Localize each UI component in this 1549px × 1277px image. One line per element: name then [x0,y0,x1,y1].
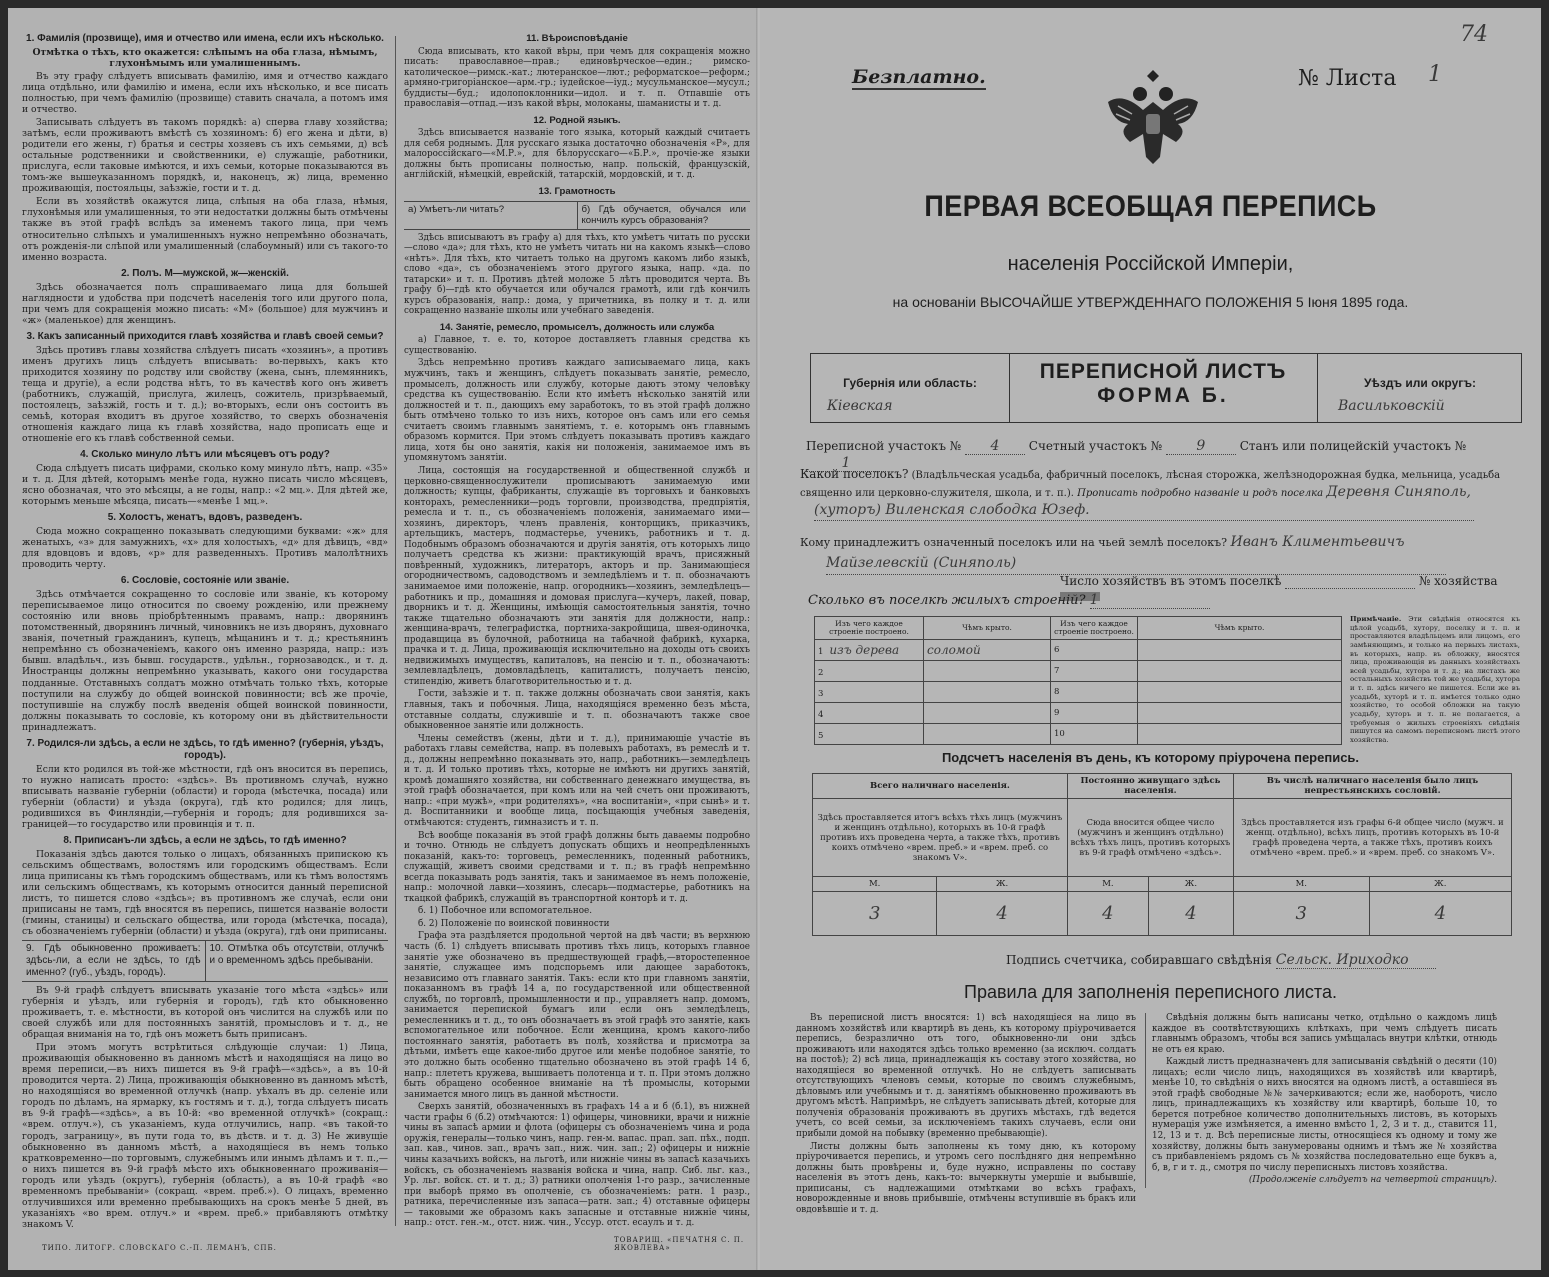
paragraph: Графа эта раздѣляется продольной чертой на двѣ части; въ верхнюю часть (б. 1) слѣдуетъ вписывать противъ тѣхъ лицъ, которыхъ главное занятіе уже обозначено въ предшествующей графѣ,—второстепенное занятіе, служащее имъ подспорьемъ или дающее заработокъ, независимо отъ главнаго занятія. Такъ: если кто при главномъ занятіи, показанномъ въ графѣ 14 а, по государственной или общественной службѣ, по торговлѣ, промышленности и пр., управляетъ напр. домомъ, занимается перепиской бумагъ или если онъ земледѣлецъ, ремесленникъ и т. д., то онъ обозначаетъ въ этой графѣ это занятіе, какъ вспомогательное или побочное. Если женщина, кромъ какого-либо постояннаго занятія, работаетъ въ полѣ, хозяйства и присмотра за дѣтьми, имѣетъ еще какое-либо другое или менѣе подобное занятіе, то это должно быть особенно тщательно обозначено въ этой графѣ 14 б, напр.: плететъ кружева, вышиваетъ полотенца и т. п. При этомъ должно быть обращено особенное вниманіе на тѣ промыслы, которыми занимается много лицъ въ данной мѣстности. [404,931,750,1100]
left-page-instructions [8,8,758,1270]
settlement-value-2: (хуторъ) Виленская слободка Юзеф. [814,501,1474,521]
section-heading: 4. Сколько минуло лѣтъ или мѣсяцевъ отъ роду? [80,449,330,460]
paragraph: Здѣсь вписываютъ въ графу а) для тѣхъ, кто умѣетъ читать по русски—слово «да»; для тѣхъ, кто не умѣетъ читать ни на какомъ языкѣ—слово «нѣтъ». Для тѣхъ, кто читаетъ только на другомъ какомъ либо языкѣ, слово «да», съ обозначеніемъ этого другого языка, напр. «да. по татарски» и т. п. Противъ дѣтей моложе 5 лѣтъ проводится черта. Въ графу б)—гдѣ кто обучается или обучался грамотѣ, или гдѣ кончилъ курсъ образованія, напр.: дома, у причетника, въ полку и т. д. или сокращенно названіе школы или учебнаго заведенія. [404,232,750,317]
buildings-row [808,592,1210,609]
total-present-header: Всего наличнаго населенія. [813,774,1068,799]
gubernia-value: Кіевская [827,398,893,414]
signature-label: Подпись счетчика, собиравшаго свѣдѣнія [1006,953,1272,967]
building-row [815,703,1342,724]
double-headed-eagle-emblem [1098,62,1208,176]
building-cell [1051,640,1138,661]
building-cell [924,703,1051,724]
building-cell-text: 9 [1054,708,1060,718]
paragraph: Въ 9-й графѣ слѣдуетъ вписывать указаніе того мѣста «здѣсь» или губернія и уѣздъ, или губернія и городъ), гдѣ кто обыкновенно проживаетъ, т. е. мѣстности, въ которой онъ числится на службѣ или по своей службѣ или для постоянныхъ занятій, промысловъ и т. д., не обращая вниманія на то, гдѣ онъ можетъ быть приписанъ. [22,985,388,1041]
continued-note: (Продолженіе слѣдуетъ на четвертой страницѣ). [1248,1175,1497,1186]
building-row [815,682,1342,703]
building-cell [1051,661,1138,682]
split-heading-left: а) Умѣетъ-ли читать? [408,203,505,215]
paragraph: Сюда слѣдуетъ писать цифрами, сколько кому минуло лѣтъ, напр. «35» и т. д. Для дѣтей, которымъ менѣе года, нужно писать число мѣсяцевъ, ясно обозначая, что это мѣсяцы, а не годы, напр.: «2 мц.». Для дѣтей же, которымъ меньше мѣсяца, писать—«менѣе 1 мц.». [22,463,388,508]
section-heading: 14. Занятіе, ремесло, промыселъ, должность или служба [439,321,715,333]
section-heading: 5. Холостъ, женатъ, вдовъ, разведенъ. [107,512,303,524]
rule-paragraph: Въ переписной листъ вносятся: 1) всѣ находящіеся на лицо въ данномъ хозяйствѣ или квартирѣ въ день, къ которому пріурочивается перепись, безразлично отъ того, обыкновенно-ли они здѣсь проживаютъ или находятся здѣсь только временно (за исключ. солдатъ на постоѣ); 2) всѣ лица, принадлежащія къ составу этого хозяйства, но находящіеся во временной отлучкѣ. Но не слѣдуетъ записывать отсутствующихъ членовъ семьи, которые по своимъ служебнымъ, дѣловымъ или учебнымъ и т. д. занятіямъ обыкновенно проживаютъ въ другомъ мѣстѣ. Напримѣръ, не слѣдуетъ записывать дѣтей, которые для полученія образованія проживаютъ въ другихъ мѣстахъ, гдѣ ведется учетъ, со всей семьи, за исключеніемъ такихъ случаевъ, если они прибыли домой на побывку (временно пребывающіе). [796,1013,1136,1140]
legal-basis: на основаніи ВЫСОЧАЙШЕ УТВЕРЖДЕННАГО ПОЛОЖЕНІЯ 5 Іюня 1895 года. [892,294,1409,310]
building-cell-text: 10 [1054,729,1065,739]
list-number-value: 1 [1428,62,1442,87]
building-cell-text: 4 [818,710,824,720]
building-row [815,661,1342,682]
archive-sheet-number: 74 [1460,22,1488,47]
paragraph: Здѣсь непремѣнно противъ каждаго записываемаго лица, какъ мужчинъ, такъ и женщинъ, слѣдуетъ показывать занятіе, ремесло, промыселъ, должность или службу, которые даютъ этому человѣку средства къ существованію. Если кто имѣетъ нѣсколько занятій или должностей и т. п., дающихъ ему заработокъ, то въ этой графѣ должно быть отмѣчено только то изъ нихъ, которое онъ самъ или его семья считаетъ своимъ главнымъ занятіемъ, т. е. которымъ онъ главнымъ образомъ кормится. При этомъ слѣдуетъ показывать противъ каждаго лица, хотя бы оно занятія, какія ни положенія, занимаемое имъ въ упомянутомъ занятіи. [404,358,750,464]
population-count-table [812,773,1512,936]
paragraph: Члены семействъ (жены, дѣти и т. д.), принимающіе участіе въ работахъ главы семейства, напр. въ полевыхъ работахъ, въ ремеслѣ и т. д., должны непремѣнно показывать это, напр., работникъ—земледѣлецъ и т. д. И только противъ тѣхъ, которые не имѣютъ ни другихъ занятій, кромѣ домашняго хозяйства, ни собственнаго денежнаго имущества, въ этой графѣ обозначается, при комъ или на чей счетъ они проживаютъ, напр.: «при мужѣ», «при родителяхъ», «на воспитаніи», «при сынѣ» и т. д. Воспитанники и вообще лица, посѣщающія учебныя заведенія, отмѣчаются: студентъ, гимназистъ и т. п. [404,733,750,828]
col-female-1: Ж. [937,877,1068,892]
building-cell [1138,703,1342,724]
bld-header-roof: Чѣмъ крыто. [924,617,1051,640]
settlement-value-1: Деревня Синяполь, [1326,483,1471,500]
building-row [815,724,1342,745]
paragraph: б. 2) Положеніе по воинской повинности [418,918,610,929]
non-peasant-desc: Здѣсь проставляется изъ графы 6-й общее число (мужч. и женщ. отдѣльно), всѣхъ лицъ, противъ которыхъ въ 10-й графѣ проведена черта, а также тѣхъ, противъ коихъ отмѣчено «врем. преб.» и «врем. преб. со знакомъ V». [1233,799,1511,877]
household-number-label: № хозяйства [1418,574,1498,588]
building-cell [1138,640,1342,661]
paragraph: Здѣсь обозначается полъ спрашиваемаго лица для большей наглядности и удобства при подсчетѣ населенія того или другого пола, при чемъ для сокращенія можно писать: «М» (большое) для мужчинъ и «ж» (маленькое) для женщинъ. [22,281,388,326]
owner-value-1: Иванъ Климентьевичъ [1230,534,1405,550]
rule-paragraph: Свѣдѣнія должны быть написаны четко, отдѣльно о каждомъ лицѣ каждое въ соотвѣтствующихъ клѣткахъ, при чемъ слѣдуетъ писать главнымъ образомъ, чтобы вся запись умѣщалась внутри клѣтки, отнюдь не отъ ея краю. [1152,1013,1497,1055]
instructions-column-1 [22,28,388,1232]
building-cell-text: 8 [1054,687,1060,697]
building-cell-text: 1 [818,647,824,657]
col-female-2: Ж. [1148,877,1233,892]
paragraph: Сюда можно сокращенно показывать следующими буквами: «ж» для женатыхъ, «з» для замужнихъ, «х» для холостыхъ, «д» для дѣвицъ, «вд» для вдовцовъ и вдовъ, «р» для разведенныхъ. Противъ малолѣтнихъ проводить черту. [22,526,388,571]
building-cell [815,661,924,682]
paragraph: Сверхъ занятій, обозначенныхъ въ графахъ 14 а и б (б.1), въ нижней части графы 6 (б.2) отмѣчаются: 1) офицеры, чиновники, врачи и нижніе чины въ запасѣ армии и флота (офицеры съ обозначеніемъ чина и рода оружія, генералы—только чинъ, напр. ген-м. вапас. прап. зап. пѣх., подп. зап. кав., чинов. зап., врачъ зап., ниж. чин. зап.; 2) офицеры и нижніе чины казачьихъ войскъ, на льготѣ, или нижніе чины въ запасѣ казачьихъ войскъ, съ обозначеніемъ названія войска и чина, напр. Сиб. льг. каз., Ур. льг. войск. ст. и т. д.; 3) ратники ополченія 1-го разр., зачисленные при выборѣ прямо въ ополченіе, съ обозначеніемъ: ратн. 1 разр., ратника, перечисленные изъ запаса—ратн. зап.; 4) отставные офицеры — таковыми же образомъ какъ запасные и отставные нижніе чины, напр.: отст. ген.-м., отст. ниж. чин., Уссур. отст. есаулъ и т. д. [404,1102,750,1229]
building-cell-text: 3 [818,689,824,699]
permanent-male-value: 4 [1067,892,1148,936]
right-page-census-form [760,8,1541,1270]
paragraph: Здѣсь вписывается названіе того языка, который каждый считаетъ для себя роднымъ. Для русскаго языка достаточно обозначенія «Р», для малороссійскаго—«М.Р.», для бѣлорусскаго—«Б.Р.», прочіе-же языки должны быть прописаны полностью, напр. польскій, французскій, англійскій, нѣмецкій, еврейскій, татарскій, мордовскій, и т. д. [404,128,750,181]
building-cell [1138,682,1342,703]
census-spread [8,8,1541,1270]
uezd-label: Уѣздъ или округъ: [1363,376,1477,390]
list-title-cell [1009,354,1317,422]
col-female-3: Ж. [1369,877,1511,892]
building-cell [924,661,1051,682]
buildings-label: Сколько въ поселкѣ жилыхъ строеній? [808,593,1086,608]
paragraph: Записывать слѣдуетъ въ такомъ порядкѣ: а) сперва главу хозяйства; затѣмъ, если проживаютъ вмѣстѣ съ хозяиномъ: б) его жена и дѣти, в) родители его жены, г) братья и сестры хозяевъ съ ихъ семьями, д) всѣ остальные родственники и свойственники, е) служащіе, работники, прислуга, если таковые имѣются, и ихъ семьи, которые показываются въ томъ-же вышеуказанномъ порядкѣ, и, наконецъ, ж) лица, временно проживающія, постояльцы, заѣзжіе, гости и т. д. [22,117,388,195]
settlement-block [800,466,1520,521]
printer-imprint-right: ТОВАРИЩ. «ПЕЧАТНЯ С. П. ЯКОВЛЕВА» [614,1236,745,1252]
settlement-label: Какой поселокъ? [800,467,909,481]
gubernia-label: Губернія или область: [843,376,977,390]
owner-value-2: Майзелевскій (Синяполь) [826,553,1446,575]
paragraph: Здѣсь отмѣчается сокращенно то сословіе или званіе, къ которому переписываемое лицо относится по своему рожденію, или прежнему состоянію или вновь пріобрѣтеннымъ правамъ, напр.: дворянинъ потомственный, дворянинъ личный, чиновникъ не изъ дворянъ, духовнаго званія, почетный гражданинъ, купецъ, мѣщанинъ и т. д.; крестьянинъ непремѣнно съ обозначеніемъ, какого онъ именно разряда, напр.: изъ бывш. владѣльч., изъ бывш. государств., удѣльн., горнозаводск., и т. д. Иностранцы должны непремѣнно указывать, какого они государства подданные. Отставныхъ солдатъ можно отмѣчать только тѣхъ, которые поступили на службу до общей воинской повинности; всѣ же прочіе, поступившіе на службу послѣ введенія общей воинской повинности, должны показывать то сословіе, къ которому они въ дѣйствительности принадлежатъ. [22,589,388,733]
section-heading: 2. Полъ. М—мужской, ж—женскій. [121,267,289,279]
free-label: Безплатно. [852,66,986,88]
building-cell [924,724,1051,745]
building-cell [1051,724,1138,745]
paragraph: Лица, состоящія на государственной и общественной службѣ и церковно-священнослужители прописываютъ занимаемую ими должность; купцы, фабриканты, служащіе въ торговыхъ и банковыхъ конторахъ, ремесленники—родъ торговли, производства, предпріятія, ремесла и т. п., съ обозначеніемъ положенія, занимаемаго ими—хозяинъ, директоръ, членъ правленія, конторщикъ, приказчикъ, артельщикъ, мастеръ, подмастерье, ученикъ, работникъ и т. д. Подобнымъ образомъ обозначаются и другія занятія, отъ которыхъ лицо получаетъ средства къ жизни: практикующій врачъ, присяжный повѣренный, художникъ, литераторъ, акторъ и пр. Занимающіеся огородничествомъ, садоводствомъ и земледѣліемъ и т. п. обозначаютъ занимаемое ими положеніе, напр. огородникъ—хозяинъ, земледѣлецъ—работникъ и пр., домашняя и домовая прислуга—кучеръ, лакей, повар, дворникъ и т. д. Женщины, имѣющія самостоятельныя занятія, точно также тщательно обозначаютъ эти занятія для должности, напр.: женщина-врачъ, телеграфистка, портниха-закройщица, швея-одиночка, продавщица въ булочной, работница на табачной фабрикѣ, кухарка, прачка и т. д. Лица, проживающія исключительно на доходы отъ своихъ недвижимыхъ имуществъ, капиталовъ, на пенсію и т. п., обозначаютъ: землевладѣлецъ, домовладѣлецъ, капиталистъ, получаетъ пенсію, стипендію, живетъ благотворительностью и т. д. [404,465,750,687]
building-cell [815,724,924,745]
col-male-2: М. [1067,877,1148,892]
permanent-residents-header: Постоянно живущаго здѣсь населенія. [1067,774,1233,799]
permanent-residents-desc: Сюда вносится общее число (мужчинъ и женщинъ отдѣльно) всѣхъ тѣхъ лицъ, противъ которыхъ въ 9-й графѣ отмѣчено «здѣсь». [1067,799,1233,877]
paragraph: б. 1) Побочное или вспомогательное. [418,906,593,917]
stan-value: 1 [806,455,886,472]
rules-column-2 [1152,1013,1497,1188]
bld-header-material: Изъ чего каждое строеніе построено. [815,617,924,640]
split-heading [404,201,750,230]
gubernia-cell [811,354,1010,422]
section-heading: 3. Какъ записанный приходится главѣ хозяйства и главѣ своей семьи? [26,330,384,342]
note-text: Эти свѣдѣнія относятся къ цѣлой усадьбѣ, хутору, поселку и т. п. и проставляются владѣльцемъ или лицомъ, его замѣняющимъ, и только на первыхъ листахъ, въ которыхъ, напр. въ обложку, вносятся лица, проживающія въ данныхъ хозяйствахъ всей усадьбы, хутора и т. д.; на листахъ же остальныхъ хозяйствъ той же усадьбы, хутора и т. п. здѣсь ничего не пишется. Если же въ усадьбѣ, хуторѣ и т. п. имѣется только одно хозяйство, то особой обложки на такую усадьбу, хуторъ и т. п. не полагается, а требуемыя о жилыхъ строеніяхъ свѣдѣнія пишутся на самомъ переписномъ листѣ этого хозяйства. [1350,615,1520,744]
building-cell [1051,703,1138,724]
rule-paragraph: Каждый листъ предназначенъ для записыванія свѣдѣній о десяти (10) лицахъ; если число лицъ, находящихся въ хозяйствѣ или квартирѣ, менѣе 10, то свѣдѣнія о нихъ вносятся на одномъ листѣ, а оставшіеся въ этой графѣ свободные №№ зачеркиваются; если же, наоборотъ, число лицъ, принадлежащихъ къ хозяйству или квартирѣ, больше 10, то берется потребное количество дополнительныхъ листовъ, въ которыхъ нумерація уже измѣняется, а именно вмѣсто 1, 2, 3 и т. д., ставится 11, 12, 13 и т. д. Всѣ переписные листы, относящіеся къ одному и тому же хозяйству, должны быть занумерованы однимъ и тѣмъ же № хозяйства съ прибавленіемъ рядомъ съ № хозяйства последовательно еще буквъ а, б, в, г и т. д., смотря по числу переписныхъ листовъ хозяйства. [1152,1057,1497,1173]
settlement-note: Прописать подробно названіе и родъ поселка [1077,487,1324,499]
bld-header-roof-2: Чѣмъ крыто. [1138,617,1342,640]
building-cell [924,682,1051,703]
paragraph: Сюда вписывать, кто какой вѣры, при чемъ для сокращенія можно писать: православное—прав.; единовѣрческое—един.; римско-католическое—римск.-кат.; лютеранское—лют.; реформатское—реформ.; армяно-григоріанское—арм.-гр.; іудейское—іуд.; мусульманское—мусул.; буддисты—буд.; идолопоклонники—идол. и т. п. Отпавшіе отъ православія—отпад.—изъ какой вѣры, молоканы, шаманисты и т. д. [404,46,750,110]
signature-value: Сельск. Ириходко [1276,952,1436,969]
settlement-desc: (Владѣльческая усадьба, фабричный поселокъ, лѣсная сторожка, желѣзнодорожная будка, мельница, усадьба священно или церковно-служителя, школа, и т. п.). [800,470,1501,499]
form-type: ФОРМА Б. [1097,384,1229,407]
section-heading: 1. Фамилія (прозвище), имя и отчество или имена, если ихъ нѣсколько. [26,33,384,44]
enumerator-signature-row [1006,952,1436,969]
rule-paragraph: Листы должны быть заполнены къ тому дню, къ которому пріурочивается перепись, и утромъ сего послѣдняго дня непремѣнно должны быть провѣрены и, буде нужно, исправлены по составу населенія въ этотъ день, какъ-то: вычеркнуты умершіе и выбывшіе, приписаны, съ надлежащими отмѣтками во всѣхъ графахъ, новорожденные и вновь прибывшіе, отмѣчены вступившіе въ бракъ или овдовѣвшіе и т. д. [796,1141,1136,1215]
printer-imprint-left: ТИПО. ЛИТОГР. СЛОВСКАГО С.-П. ЛЕМАНЪ, СПБ. [42,1244,277,1252]
note-title: Примѣчаніе. [1350,615,1402,623]
permanent-female-value: 4 [1148,892,1233,936]
owner-block [800,532,1520,575]
households-label: Число хозяйствъ въ этомъ поселкѣ [1060,574,1282,588]
building-cell [815,703,924,724]
non-peasant-male-value: 3 [1233,892,1369,936]
building-cell-text: 2 [818,668,824,678]
section-heading: 13. Грамотность [538,186,616,198]
split-heading-right: 10. Отмѣтка объ отсутствіи, отлучкѣ и о временномъ здѣсь пребываніи. [205,941,389,981]
section-note: Отмѣтка о тѣхъ, кто окажется: слѣпымъ на оба глаза, нѣмымъ, глухонѣмымъ или умалишеннымъ. [32,47,378,70]
header-frame [810,353,1522,423]
split-heading-left: 9. Гдѣ обыкновенно проживаетъ: здѣсь-ли, а если не здѣсь, то гдѣ именно? (губ., уѣздъ, городъ). [26,943,201,979]
uchastok-label: Переписной участокъ № [806,439,962,453]
building-cell [924,640,1051,661]
owner-label: Кому принадлежитъ означенный поселокъ или на чьей землѣ поселокъ? [800,536,1228,549]
paragraph: Если въ хозяйствѣ окажутся лица, слѣпыя на оба глаза, нѣмыя, глухонѣмыя или умалишенныя, то эти недостатки должны быть отмѣчены также въ этой графѣ вслѣдъ за именемъ такого лица, при чемъ относительно слѣпыхъ и умалишенныхъ нужно непремѣнно обозначать, отъ рожденія-ли слѣпой или умалишенный (слабоумный) или съ такого-то именно возраста. [22,196,388,263]
instructions-column-2 [404,28,750,1231]
stan-label: Станъ или полицейскій участокъ № [1239,439,1467,453]
buildings-note [1350,615,1520,744]
building-cell-text: соломой [927,643,981,657]
column-divider [395,36,396,1226]
paragraph: Гости, заѣзжіе и т. п. также должны обозначать свои занятія, какъ главныя, такъ и побочныя. Лица, находящіяся временно безъ мѣста, отставные солдаты, служившіе и т. п. обозначаютъ также свое обыкновенное занятіе или должность. [404,689,750,732]
paragraph: Показанія здѣсь даются только о лицахъ, обязанныхъ припискою къ сельскимъ обществамъ, волостямъ или городскимъ обществамъ. Если лица приписаны къ тѣмъ городскимъ обществамъ, или къ тѣмъ волостямъ или сельскимъ обществамъ, къ которымъ относится данный переписной листъ, то пишется слово «здѣсь»; въ противномъ же случаѣ, если они приписаны не тамъ, гдѣ вносятся въ перепись, пишется названіе волости (гмины, станицы) и сельскаго общества, или города (мѣстечка, посада), съ обозначеніемъ губерніи (области) и уѣзда (округа), гдѣ они приписаны. [22,848,388,938]
schetny-value: 9 [1166,438,1236,455]
non-peasant-header: Въ числѣ наличнаго населенія было лицъ непрестьянскихъ сословій. [1233,774,1511,799]
form-title: ПЕРВАЯ ВСЕОБЩАЯ ПЕРЕПИСЬ [924,190,1377,223]
paragraph: Всѣ вообще показанія въ этой графѣ должны быть даваемы подробно и точно. Отнюдь не слѣдуетъ допускать общихъ и неопредѣленныхъ показаній, какъ-то: торговецъ, ремесленникъ, поденный работникъ, служащій, живетъ своими средствами и т. п.; въ графѣ непремѣнно всегда показывать родъ занятія, такъ и занимаемое въ немъ положеніе, напр.: молочной лавки—хозяинъ, слесарь—подмастерье, работникъ на ткацкой фабрикѣ, служащій въ транспортной конторѣ и т. д. [404,830,750,904]
list-number-label: № Листа [1298,66,1397,91]
building-cell [1138,661,1342,682]
building-cell-text: 7 [1054,666,1060,676]
building-row [815,640,1342,661]
population-count-title: Подсчетъ населенія въ день, къ которому пріурочена перепись. [941,750,1360,765]
paragraph: При этомъ могутъ встрѣтиться слѣдующіе случаи: 1) Лица, проживающія обыкновенно въ данномъ мѣстѣ и находящіяся на лицо во время переписи,—въ нихъ пишется въ 9-й графѣ—«здѣсь», а въ 10-й проводится черта. 2) Лица, проживающія обыкновенно въ данномъ мѣстѣ, но находящіяся во временной отлучкѣ (напр. уѣхалъ въ др. селеніе или городъ по дѣламъ, на ярмарку, къ гостямъ и т. д.), тогда слѣдуетъ писать въ 9-й графѣ—«здѣсь», а въ 10-й: «во временной отлучкѣ» (сокращ.: «врем. отлуч.»), съ указаніемъ, куда отлучились, напр. «въ такой-то городъ, заграницу», въ пути года то, въ дѣств. и т. д. 3) Не живущіе обыкновенно въ данномъ мѣстѣ, а находящіеся въ немъ только кратковременно—по торговымъ, служебнымъ или инымъ дѣламъ и т. п.,—о нихъ пишется въ 9-й графѣ мѣсто ихъ обыкновеннаго проживанія—городъ или уѣздъ (округъ), губернія (область), а въ 10-й графѣ «во временномъ пребываніи» (сокращ. «врем. преб.»). О лицахъ, временно отлучившихся или временно пребывающихъ на срокъ менѣе 5 дней, въ указаніяхъ «во врем. отлуч.» и «врем. преб.» прибавляютъ отмѣтку знакомъ V. [22,1042,388,1230]
building-cell-text: 5 [818,731,824,741]
rules-column-1 [796,1013,1136,1217]
uezd-cell [1317,354,1522,422]
section-heading: 8. Приписанъ-ли здѣсь, а если не здѣсь, то гдѣ именно? [63,834,347,846]
form-subtitle: населенія Россійской Имперіи, [1007,253,1294,275]
building-cell [815,640,924,661]
rules-divider [1145,1013,1146,1188]
total-male-value: 3 [813,892,937,936]
building-cell [815,682,924,703]
non-peasant-female-value: 4 [1369,892,1511,936]
uezd-value: Васильковскій [1338,398,1445,414]
building-cell [1138,724,1342,745]
list-title: ПЕРЕПИСНОЙ ЛИСТЪ [1039,360,1287,383]
bld-header-material-2: Изъ чего каждое строеніе построено. [1051,617,1138,640]
section-heading: 11. Вѣроисповѣданіе [526,33,628,44]
paragraph: Въ эту графу слѣдуетъ вписывать фамилію, имя и отчество каждаго лица отдѣльно, или фамилію и имена, если ихъ нѣсколько, и все писать полностью, при чемъ фамилію (прозвище) ставить сначала, а потомъ имя и отчество. [22,71,388,116]
paragraph: Здѣсь противъ главы хозяйства слѣдуетъ писать «хозяинъ», а противъ именъ другихъ лицъ слѣдуетъ вписывать: во-первыхъ, какъ кто приходится хозяину по родству или свойству (жена, сынъ, племянникъ, теща и другіе), а если родства нѣтъ, то въ качествѣ кого онъ живетъ (работникъ, служащій, прислуга, жилецъ, сожитель, призрѣваемый, постоялецъ, заѣзжій, гость и т. д.); во-вторыхъ, если онъ состоитъ въ семьѣ, которая входитъ въ другое хозяйство, то сверхъ обозначенія отношенія каждаго лица къ главѣ хозяйства, надо прописать еще и отношеніе его къ главѣ собственной семьи. [22,344,388,444]
building-cell [1051,682,1138,703]
section-heading: 7. Родился-ли здѣсь, а если не здѣсь, то гдѣ именно? (губернія, уѣздъ, городъ). [26,737,384,761]
rules-title: Правила для заполненія переписного листа. [964,982,1337,1002]
buildings-table [814,616,1342,745]
uchastok-value: 4 [965,438,1025,455]
buildings-value: 1 [1090,592,1210,609]
paragraph: Если кто родился въ той-же мѣстности, гдѣ онъ вносится въ перепись, то нужно написать просто: «здѣсь». Въ противномъ случаѣ, нужно вписывать названіе губерніи (области) и города (мѣстечка, посада) или губерніи (области) и уѣзда (округа), гдѣ кто родился; для лицъ, родившихся въ Финляндіи,—губернія и городъ; для родившихся за-границей—то государство или провинція и т. п. [22,763,388,830]
section-heading: 12. Родной языкъ. [533,114,621,126]
split-heading-right: б) Гдѣ обучается, обучался или кончилъ курсъ образованія? [577,202,751,229]
building-material: изъ дерева [829,643,900,657]
paragraph: а) Главное, т. е. то, которое доставляетъ главныя средства къ существованію. [404,335,750,356]
schetny-label: Счетный участокъ № [1028,439,1163,453]
split-heading [22,940,388,982]
total-female-value: 4 [937,892,1068,936]
section-heading: 6. Сословіе, состояніе или званіе. [120,575,290,587]
building-cell-text: 6 [1054,645,1060,655]
total-present-desc: Здѣсь проставляется итогъ всѣхъ тѣхъ лицъ (мужчинъ и женщинъ отдѣльно), которыхъ въ 10-й графѣ противъ ихъ проведена черта, а также тѣхъ, противъ коихъ отмѣчено «врем. преб.» и «врем. преб. со знакомъ V». [813,799,1068,877]
col-male-3: М. [1233,877,1369,892]
col-male-1: М. [813,877,937,892]
